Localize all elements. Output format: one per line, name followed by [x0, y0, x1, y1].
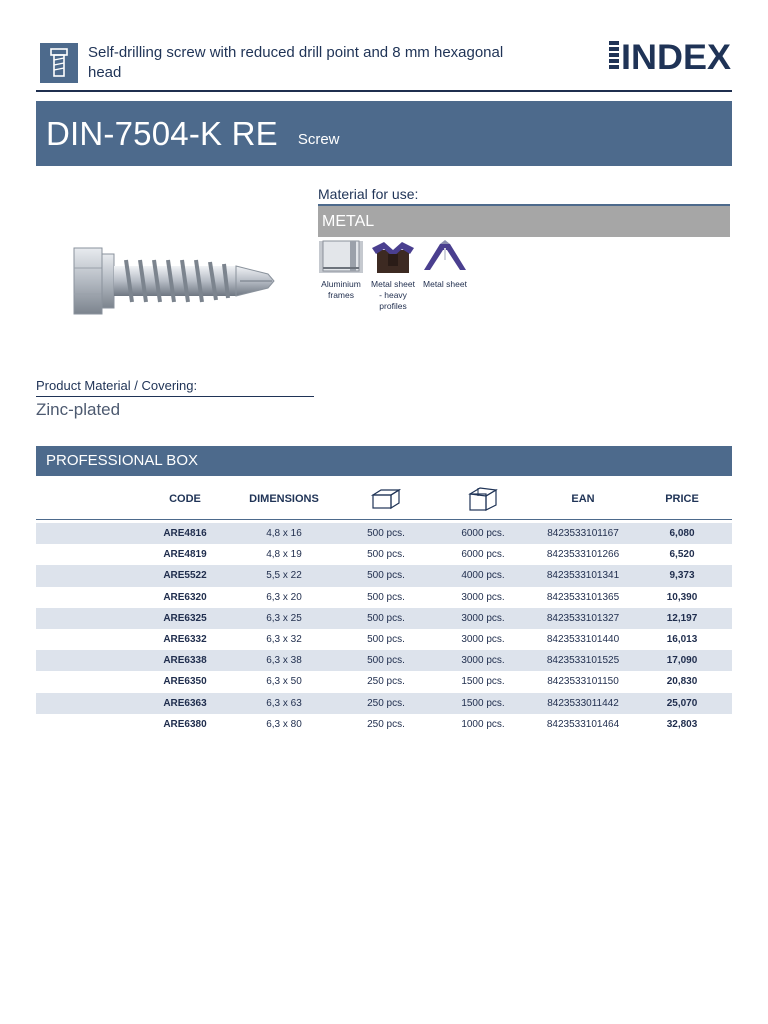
use-metal-sheet: [421, 240, 469, 290]
table-row: [36, 587, 732, 608]
cell-pack: 1500 pcs.: [461, 676, 505, 688]
cell-price: 6,520: [669, 549, 695, 561]
cell-price: 6,080: [669, 528, 695, 539]
product-material-value: Zinc-plated: [36, 400, 121, 419]
table-row: [36, 544, 732, 565]
cell-dimensions: 6,3 x 20: [266, 591, 302, 603]
cell-code: ARE6338: [163, 655, 207, 667]
cell-dimensions: 6,3 x 32: [266, 633, 302, 645]
screw-icon: [40, 43, 78, 83]
cell-box: 500 pcs.: [367, 528, 405, 539]
box-title: PROFESSIONAL BOX: [36, 446, 732, 476]
table-row: [36, 608, 732, 629]
cell-pack: 1000 pcs.: [461, 718, 505, 730]
material-for-use-label: Material for use:: [318, 186, 419, 202]
col-box-qty: [348, 480, 424, 518]
metal-sheet-heavy-icon: [370, 240, 416, 274]
cell-code: ARE6320: [163, 591, 207, 603]
cell-price: 20,830: [666, 676, 698, 688]
cell-ean: 8423533101525: [546, 655, 620, 667]
logo-text: INDEX: [621, 38, 732, 72]
product-title-band: [36, 101, 732, 166]
cell-box: 250 pcs.: [367, 676, 405, 688]
table-row: [36, 714, 732, 735]
cell-dimensions: 5,5 x 22: [266, 570, 302, 582]
cell-ean: 8423533101365: [546, 591, 620, 603]
cell-price: 16,013: [666, 633, 698, 645]
cell-ean: 8423533101167: [547, 528, 619, 539]
col-ean: EAN: [571, 493, 595, 505]
cell-ean: 8423533101266: [546, 549, 620, 561]
cell-dimensions: 6,3 x 38: [266, 655, 302, 667]
table-row: [36, 523, 732, 544]
cell-code: ARE6350: [163, 676, 207, 688]
cell-price: 10,390: [666, 591, 698, 603]
product-material-divider: [36, 396, 314, 397]
table-row: [36, 629, 732, 650]
table-row: [36, 650, 732, 671]
cell-ean: 8423533101440: [546, 633, 620, 645]
table-row: [36, 565, 732, 586]
cell-pack: 6000 pcs.: [461, 528, 505, 539]
cell-code: ARE4819: [163, 549, 207, 561]
table-header-divider: [36, 519, 732, 520]
use-label: Metal sheet - heavy profiles: [371, 279, 415, 311]
col-dimensions: DIMENSIONS: [249, 493, 319, 505]
col-price: PRICE: [665, 493, 699, 505]
cell-pack: 4000 pcs.: [461, 570, 505, 582]
cell-pack: 1500 pcs.: [461, 697, 505, 709]
cell-dimensions: 4,8 x 19: [266, 549, 302, 561]
cell-code: ARE6363: [163, 697, 207, 709]
product-material-label: Product Material / Covering:: [36, 378, 198, 393]
product-code: DIN-7504-K RE: [46, 114, 278, 152]
metal-sheet-icon: [422, 240, 468, 274]
cell-pack: 3000 pcs.: [461, 655, 505, 667]
cell-price: 9,373: [669, 570, 695, 582]
cell-box: 250 pcs.: [367, 718, 405, 730]
cell-pack: 6000 pcs.: [461, 549, 505, 561]
header-divider: [36, 90, 732, 92]
cell-dimensions: 6,3 x 63: [266, 697, 302, 709]
cell-dimensions: 4,8 x 16: [266, 528, 302, 539]
cell-box: 500 pcs.: [367, 549, 405, 561]
table-body: [36, 523, 732, 735]
screw-photo: [68, 240, 278, 320]
cell-price: 17,090: [666, 655, 698, 667]
cell-code: ARE6325: [163, 612, 207, 624]
cell-pack: 3000 pcs.: [461, 591, 505, 603]
cell-box: 500 pcs.: [367, 570, 405, 582]
material-category: METAL: [318, 206, 730, 237]
cell-box: 250 pcs.: [367, 697, 405, 709]
table-row: [36, 693, 732, 714]
cell-ean: 8423533101464: [546, 718, 620, 730]
cell-pack: 3000 pcs.: [461, 633, 505, 645]
large-box-icon: [468, 486, 498, 512]
cell-ean: 8423533101150: [547, 676, 619, 688]
cell-dimensions: 6,3 x 50: [266, 676, 302, 688]
cell-ean: 8423533011442: [547, 697, 619, 709]
aluminium-frames-icon: [318, 240, 364, 274]
cell-price: 25,070: [666, 697, 698, 709]
use-label: Metal sheet: [423, 279, 467, 289]
cell-box: 500 pcs.: [367, 655, 405, 667]
table-header: [36, 480, 732, 518]
col-code: CODE: [169, 493, 201, 505]
cell-price: 32,803: [666, 718, 698, 730]
use-aluminium-frames: [318, 240, 364, 301]
index-logo: [608, 38, 732, 72]
cell-dimensions: 6,3 x 80: [266, 718, 302, 730]
cell-price: 12,197: [666, 612, 698, 624]
cell-ean: 8423533101327: [546, 612, 620, 624]
cell-box: 500 pcs.: [367, 633, 405, 645]
product-description: Self-drilling screw with reduced drill point and 8 mm hexagonal head: [88, 44, 504, 81]
cell-code: ARE4816: [163, 528, 207, 539]
cell-code: ARE5522: [163, 570, 207, 582]
cell-ean: 8423533101341: [546, 570, 620, 582]
cell-box: 500 pcs.: [367, 591, 405, 603]
use-label: Aluminium frames: [321, 279, 361, 300]
use-metal-sheet-heavy: [369, 240, 417, 312]
col-pack-qty: [444, 480, 522, 518]
small-box-icon: [371, 488, 401, 510]
product-type: Screw: [297, 131, 340, 148]
cell-dimensions: 6,3 x 25: [266, 612, 302, 624]
cell-code: ARE6380: [163, 718, 207, 730]
cell-box: 500 pcs.: [367, 612, 405, 624]
table-row: [36, 671, 732, 692]
cell-code: ARE6332: [163, 633, 207, 645]
cell-pack: 3000 pcs.: [461, 612, 505, 624]
